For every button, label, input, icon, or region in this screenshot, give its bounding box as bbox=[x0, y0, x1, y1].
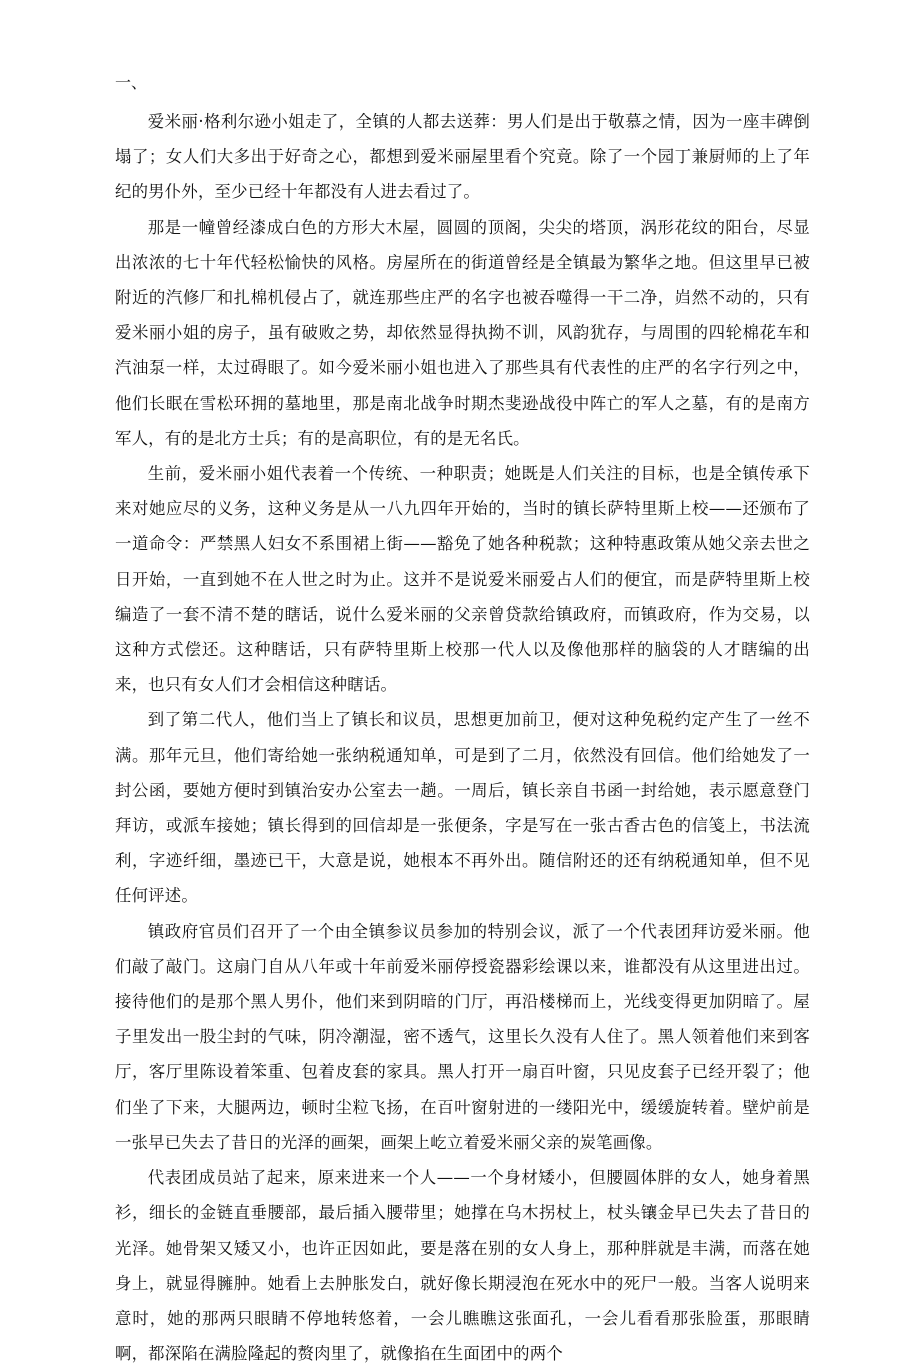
paragraph-4: 到了第二代人，他们当上了镇长和议员，思想更加前卫，便对这种免税约定产生了一丝不满。那年元旦，他们寄给她一张纳税通知单，可是到了二月，依然没有回信。他们给她发了一封公函，要她方便时到镇治安办公室去一趟。一周后，镇长亲自书函一封给她，表示愿意登门拜访，或派车接她；镇长得到的回信却是一张便条，字是写在一张古香古色的信笺上，书法流利，字迹纤细，墨迹已干，大意是说，她根本不再外出。随信附还的还有纳税通知单，但不见任何评述。 bbox=[115, 710, 810, 906]
paragraph-6: 代表团成员站了起来，原来进来一个人——一个身材矮小，但腰圆体胖的女人，她身着黑衫，细长的金链直垂腰部，最后插入腰带里；她撑在乌木拐杖上，杖头镶金早已失去了昔日的光泽。她骨架又矮又小，也许正因如此，要是落在别的女人身上，那种胖就是丰满，而落在她身上，就显得臃肿。她看上去肿胀发白，就好像长期浸泡在死水中的死尸一般。当客人说明来意时，她的那两只眼睛不停地转悠着，一会儿瞧瞧这张面孔，一会儿看看那张脸蛋，那眼睛啊，都深陷在满脸隆起的赘肉里了，就像掐在生面团中的两个 bbox=[115, 1168, 810, 1364]
paragraph-5: 镇政府官员们召开了一个由全镇参议员参加的特别会议，派了一个代表团拜访爱米丽。他们敲了敲门。这扇门自从八年或十年前爱米丽停授瓷器彩绘课以来，谁都没有从这里进出过。接待他们的是那个黑人男仆，他们来到阴暗的门厅，再沿楼梯而上，光线变得更加阴暗了。屋子里发出一股尘封的气味，阴冷潮湿，密不透气，这里长久没有人住了。黑人领着他们来到客厅，客厅里陈设着笨重、包着皮套的家具。黑人打开一扇百叶窗，只见皮套子已经开裂了；他们坐了下来，大腿两边，顿时尘粒飞扬，在百叶窗射进的一缕阳光中，缓缓旋转着。壁炉前是一张早已失去了昔日的光泽的画架，画架上屹立着爱米丽父亲的炭笔画像。 bbox=[115, 921, 810, 1152]
paragraph-3: 生前，爱米丽小姐代表着一个传统、一种职责；她既是人们关注的目标，也是全镇传承下来对她应尽的义务，这种义务是从一八九四年开始的，当时的镇长萨特里斯上校——还颁布了一道命令：严禁黑人妇女不系围裙上街——豁免了她各种税款；这种特惠政策从她父亲去世之日开始，一直到她不在人世之时为止。这并不是说爱米丽爱占人们的便宜，而是萨特里斯上校编造了一套不清不楚的瞎话，说什么爱米丽的父亲曾贷款给镇政府，而镇政府，作为交易，以这种方式偿还。这种瞎话，只有萨特里斯上校那一代人以及像他那样的脑袋的人才瞎编的出来，也只有女人们才会相信这种瞎话。 bbox=[115, 464, 810, 695]
section-heading: 一、 bbox=[115, 73, 148, 92]
document-page bbox=[115, 66, 810, 1371]
paragraph-2: 那是一幢曾经漆成白色的方形大木屋，圆圆的顶阁，尖尖的塔顶，涡形花纹的阳台，尽显出浓浓的七十年代轻松愉快的风格。房屋所在的街道曾经是全镇最为繁华之地。但这里早已被附近的汽修厂和扎棉机侵占了，就连那些庄严的名字也被吞噬得一干二净，岿然不动的，只有爱米丽小姐的房子，虽有破败之势，却依然显得执拗不训，风韵犹存，与周围的四轮棉花车和汽油泵一样，太过碍眼了。如今爱米丽小姐也进入了那些具有代表性的庄严的名字行列之中，他们长眠在雪松环拥的墓地里，那是南北战争时期杰斐逊战役中阵亡的军人之墓，有的是南方军人，有的是北方士兵；有的是高职位，有的是无名氏。 bbox=[115, 217, 810, 448]
paragraph-1: 爱米丽·格利尔逊小姐走了，全镇的人都去送葬：男人们是出于敬慕之情，因为一座丰碑倒塌了；女人们大多出于好奇之心，都想到爱米丽屋里看个究竟。除了一个园丁兼厨师的上了年纪的男仆外，至少已经十年都没有人进去看过了。 bbox=[115, 112, 810, 202]
